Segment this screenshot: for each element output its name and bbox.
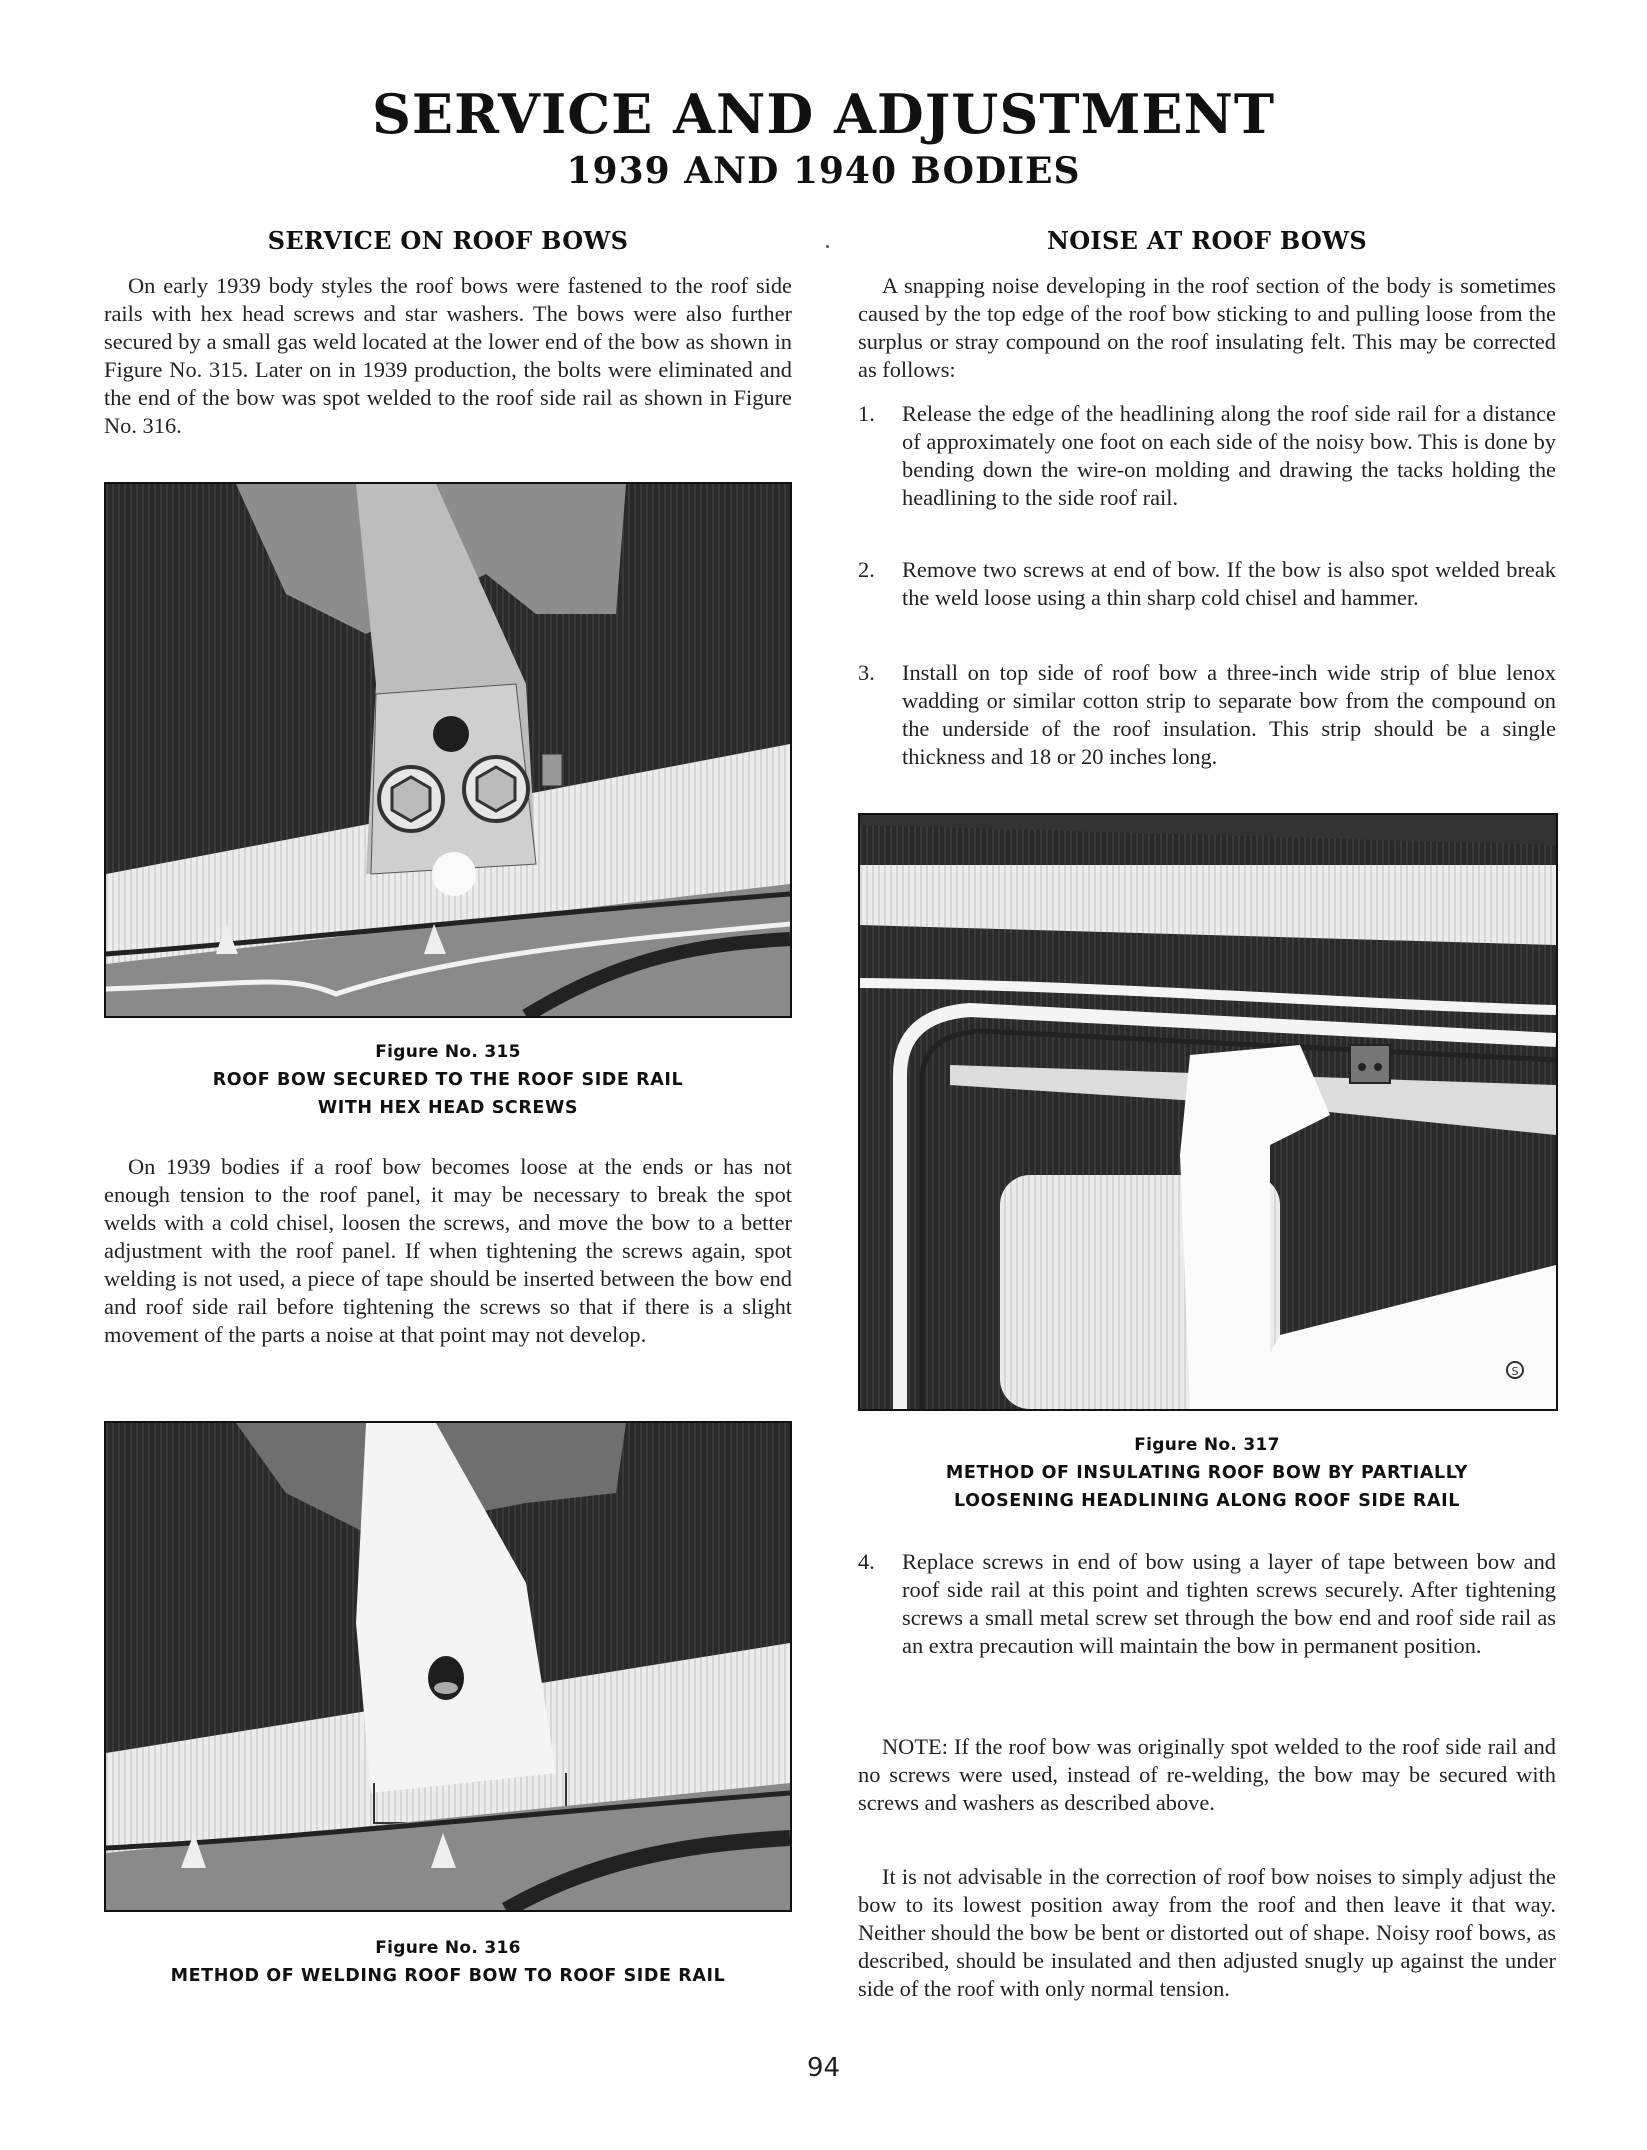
caption-line: METHOD OF WELDING ROOF BOW TO ROOF SIDE RAIL [170,1966,726,1986]
section-heading-service-on-roof-bows: SERVICE ON ROOF BOWS [267,226,629,255]
figure-315-photo [104,482,792,1018]
figure-317-photo [858,813,1558,1411]
caption-line: ROOF BOW SECURED TO THE ROOF SIDE RAIL [212,1070,684,1090]
figure-317-caption [858,1431,1556,1515]
step-3 [858,659,1556,771]
step-number: 1. [858,401,875,426]
stray-print-dot [826,245,829,248]
step-text: Release the edge of the headlining along the roof side rail for a distance of approximately one foot on each side of the noisy bow. This is done by bending down the wire-on molding and drawing the tacks holding the headlining to the side roof rail. [902,401,1556,510]
figure-number: Figure No. 316 [375,1938,521,1958]
left-second-text [104,1153,792,1349]
closing-paragraph: It is not advisable in the correction of roof bow noises to simply adjust the bow to its lowest position away from the roof and then leave it that way. Neither should the bow be bent or distorted out of shape. Noisy roof bows, as described, should be insulated and then adjusted snugly up against the under side of the roof with only normal tension. [858,1864,1556,2001]
step-2 [858,556,1556,612]
note-paragraph: NOTE: If the roof bow was originally spot welded to the roof side rail and no screws were used, instead of re-welding, the bow may be secured with screws and washers as described above. [858,1734,1556,1815]
step-text: Remove two screws at end of bow. If the bow is also spot welded break the weld loose using a thin sharp cold chisel and hammer. [902,557,1556,610]
paragraph: A snapping noise developing in the roof section of the body is sometimes caused by the top edge of the roof bow sticking to and pulling loose from the surplus or stray compound on the roof insulating felt. This may be corrected as follows: [858,273,1556,382]
page-subtitle: 1939 AND 1940 BODIES [566,150,1081,192]
step-text: Install on top side of roof bow a three-inch wide strip of blue lenox wadding or similar cotton strip to separate bow from the compound on the underside of the roof insulation. This strip should be a single thickness and 18 or 20 inches long. [902,660,1556,769]
caption-line: LOOSENING HEADLINING ALONG ROOF SIDE RAIL [954,1491,1460,1511]
closing-text [858,1863,1556,2003]
paragraph: On early 1939 body styles the roof bows were fastened to the roof side rails with hex head screws and star washers. The bows were also further secured by a small gas weld located at the lower end of the bow as shown in Figure No. 315. Later on in 1939 production, the bolts were eliminated and the end of the bow was spot welded to the roof side rail as shown in Figure No. 316. [104,273,792,438]
figure-315-caption [104,1038,792,1122]
photo-mark: S [1511,1365,1519,1378]
figure-316-caption [104,1934,792,1990]
right-intro-text [858,272,1556,384]
figure-number: Figure No. 317 [1134,1435,1280,1455]
figure-316-photo [104,1421,792,1912]
paragraph: On 1939 bodies if a roof bow becomes loose at the ends or has not enough tension to the roof panel, it may be necessary to break the spot welds with a cold chisel, loosen the screws, and move the bow to a better adjustment with the roof panel. If when tightening the screws again, spot welding is not used, a piece of tape should be inserted between the bow end and roof side rail before tightening the screws so that if there is a slight movement of the parts a noise at that point may not develop. [104,1154,792,1347]
roof-bow-welded-illustration [106,1423,790,1910]
step-number: 4. [858,1549,875,1574]
caption-line: METHOD OF INSULATING ROOF BOW BY PARTIALLY [945,1463,1469,1483]
step-text: Replace screws in end of bow using a layer of tape between bow and roof side rail at this point and tighten screws securely. After tightening screws a small metal screw set through the bow end and roof side rail as an extra precaution will maintain the bow in permanent position. [902,1549,1556,1658]
caption-line: WITH HEX HEAD SCREWS [317,1098,579,1118]
step-number: 3. [858,660,875,685]
left-intro-text [104,272,792,440]
note-text [858,1733,1556,1817]
section-heading-noise-at-roof-bows: NOISE AT ROOF BOWS [1046,226,1368,255]
step-number: 2. [858,557,875,582]
step-4 [858,1548,1556,1660]
roof-bow-hex-screws-illustration [106,484,790,1016]
headlining-loosening-illustration [860,815,1556,1409]
page-number: 94 [806,2053,841,2083]
figure-number: Figure No. 315 [375,1042,521,1062]
page-title: SERVICE AND ADJUSTMENT [371,82,1276,146]
step-1 [858,400,1556,512]
